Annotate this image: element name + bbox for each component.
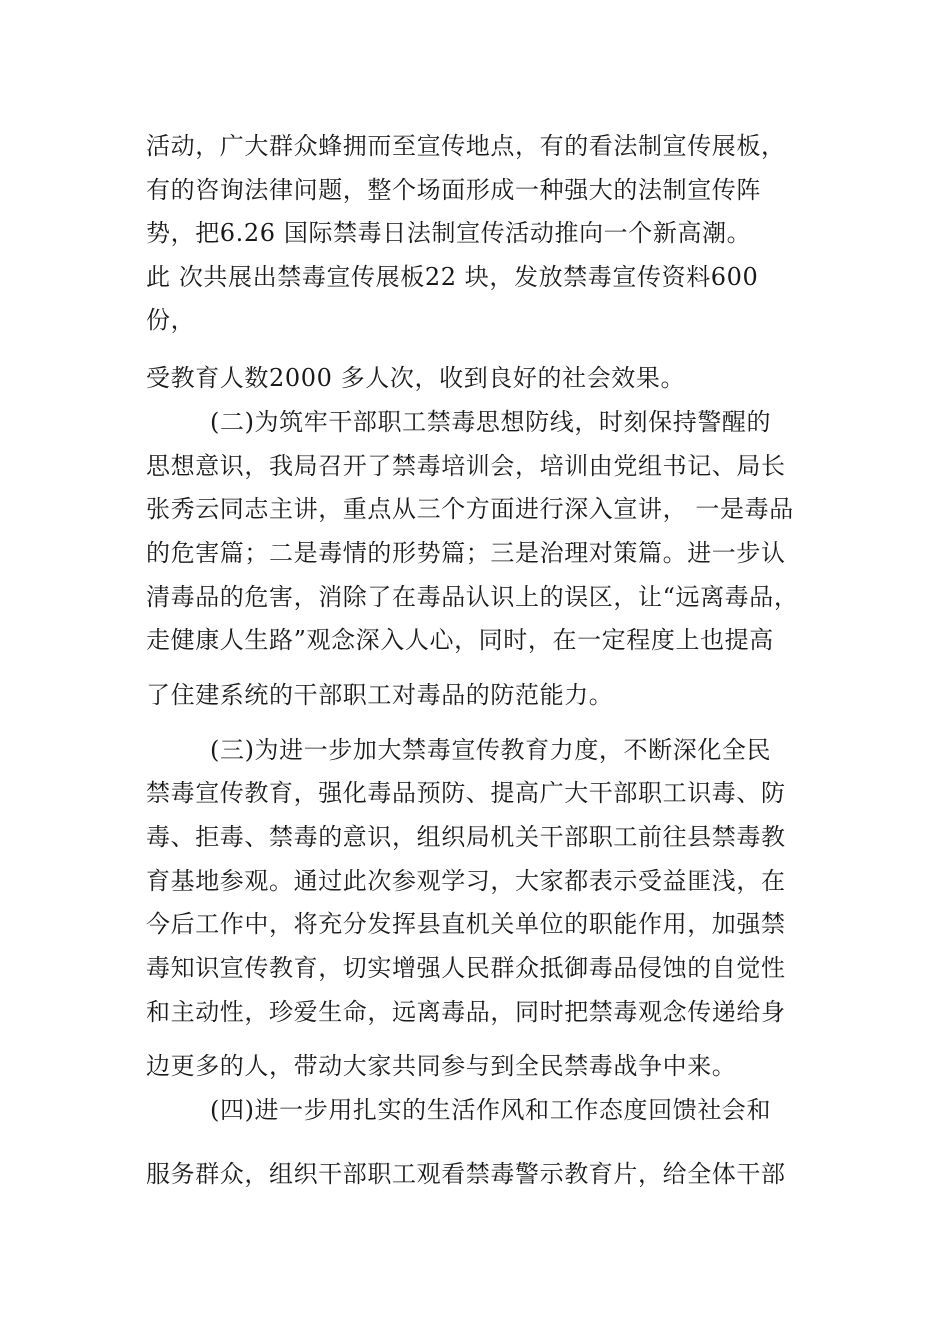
text-line: 张秀云同志主讲，重点从三个方面进行深入宣讲， 一是毒品 <box>146 495 794 523</box>
text-line: 今后工作中，将充分发挥县直机关单位的职能作用，加强禁 <box>146 910 786 938</box>
text-line: 有的咨询法律问题，整个场面形成一种强大的法制宣传阵 <box>146 176 761 204</box>
text-line: 边更多的人，带动大家共同参与到全民禁毒战争中来。 <box>146 1052 737 1080</box>
text-line: 毒知识宣传教育，切实增强人民群众抵御毒品侵蚀的自觉性 <box>146 954 786 982</box>
text-line: 服务群众，组织干部职工观看禁毒警示教育片，给全体干部 <box>146 1160 786 1188</box>
text-line: 毒、拒毒、禁毒的意识，组织局机关干部职工前往县禁毒教 <box>146 823 786 851</box>
paragraph-2-start: (二)为筑牢干部职工禁毒思想防线，时刻保持警醒的 <box>210 408 772 436</box>
paragraph-4-start: (四)进一步用扎实的生活作风和工作态度回馈社会和 <box>210 1096 772 1124</box>
text-line: 了住建系统的干部职工对毒品的防范能力。 <box>146 681 614 709</box>
text-line: 份， <box>146 306 196 334</box>
text-line: 禁毒宣传教育，强化毒品预防、提高广大干部职工识毒、防 <box>146 779 786 807</box>
text-line: 活动，广大群众蜂拥而至宣传地点，有的看法制宣传展板， <box>146 132 786 160</box>
paragraph-3-start: (三)为进一步加大禁毒宣传教育力度，不断深化全民 <box>210 736 772 764</box>
text-line: 受教育人数2000 多人次，收到良好的社会效果。 <box>146 364 686 392</box>
text-line: 走健康人生路”观念深入人心，同时，在一定程度上也提高 <box>146 626 774 654</box>
text-line: 此 次共展出禁毒宣传展板22 块，发放禁毒宣传资料600 <box>146 263 759 291</box>
text-line: 育基地参观。通过此次参观学习，大家都表示受益匪浅，在 <box>146 867 786 895</box>
text-line: 势，把6.26 国际禁毒日法制宣传活动推向一个新高潮。 <box>146 219 752 247</box>
text-line: 清毒品的危害，消除了在毒品认识上的误区，让“远离毒品， <box>146 583 799 611</box>
text-line: 和主动性，珍爱生命，远离毒品，同时把禁毒观念传递给身 <box>146 998 786 1026</box>
text-line: 思想意识，我局召开了禁毒培训会，培训由党组书记、局长 <box>146 452 786 480</box>
text-line: 的危害篇；二是毒情的形势篇；三是治理对策篇。进一步认 <box>146 539 786 567</box>
